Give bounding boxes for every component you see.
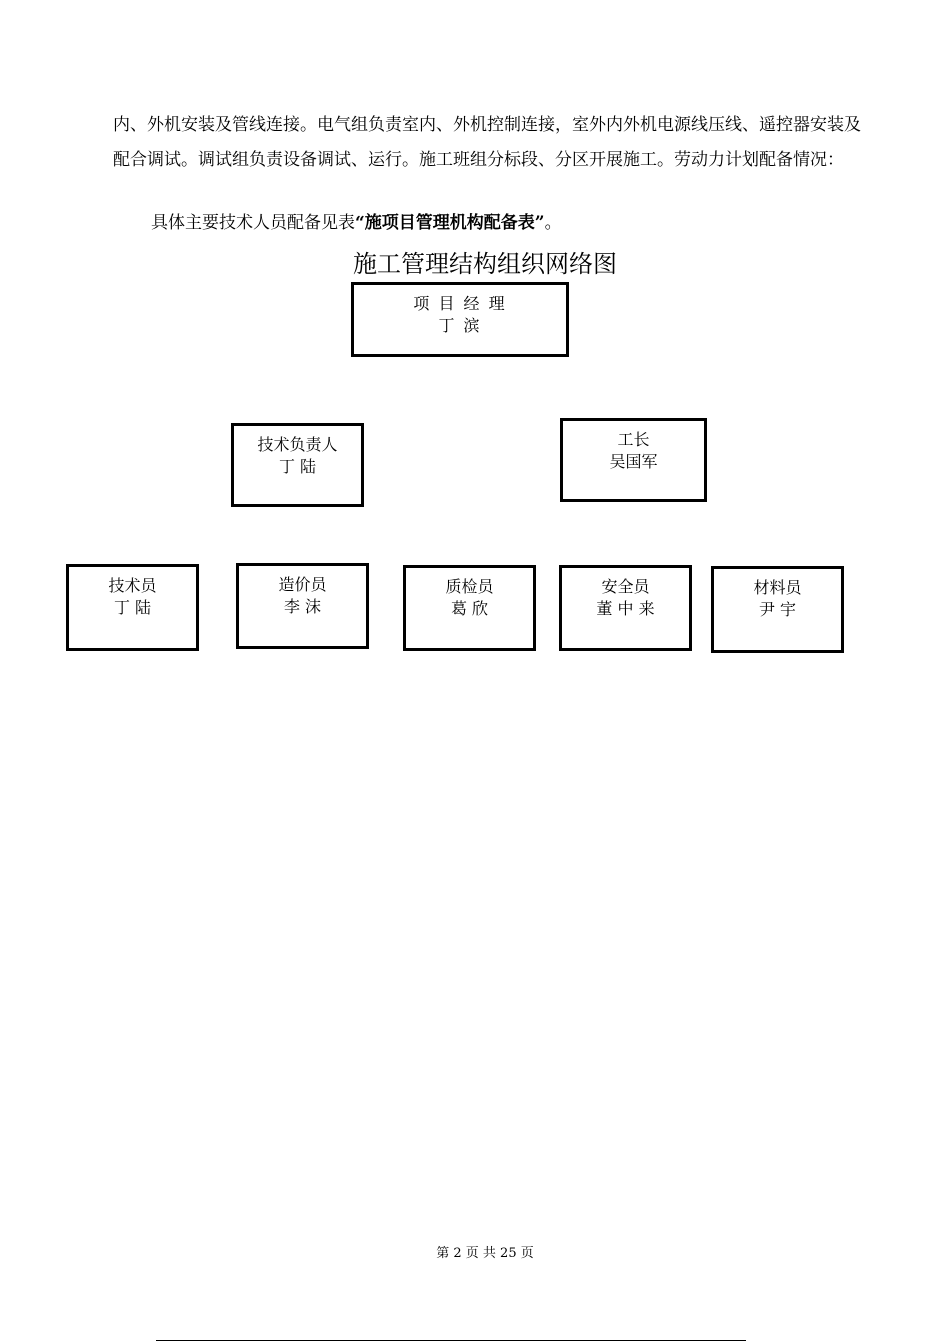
- quality-inspector-box: [403, 565, 536, 651]
- box-role: 质检员: [445, 577, 494, 596]
- table-reference: “施项目管理机构配备表”: [355, 213, 545, 233]
- safety-officer-box: [559, 565, 692, 651]
- box-role: 技术负责人: [257, 435, 338, 454]
- box-person: 丁 滨: [438, 316, 482, 335]
- reference-paragraph: [113, 206, 873, 241]
- box-role: 安全员: [601, 577, 650, 596]
- material-officer-box: [711, 566, 844, 653]
- box-role: 工长: [617, 430, 650, 449]
- technical-lead-box: [231, 423, 364, 507]
- org-chart-title: 施工管理结构组织网络图: [353, 250, 617, 278]
- box-role: 造价员: [278, 575, 327, 594]
- box-role: 项 目 经 理: [413, 294, 507, 313]
- box-role: 技术员: [108, 576, 157, 595]
- footer-divider: [156, 1340, 746, 1341]
- box-person: 尹 宇: [758, 600, 797, 619]
- box-person: 葛 欣: [450, 599, 489, 618]
- body-paragraph: 内、外机安装及管线连接。电气组负责室内、外机控制连接，室外内外机电源线压线、遥控器安装及配合调试。调试组负责设备调试、运行。施工班组分标段、分区开展施工。劳动力计划配备情况：: [113, 115, 861, 170]
- technician-box: [66, 564, 199, 651]
- foreman-box: [560, 418, 707, 502]
- box-person: 丁 陆: [278, 457, 317, 476]
- reference-text: 具体主要技术人员配备见表: [151, 213, 355, 233]
- box-person: 丁 陆: [113, 598, 152, 617]
- box-person: 吴国军: [609, 452, 658, 471]
- box-person: 李 沫: [283, 597, 322, 616]
- reference-end: 。: [544, 213, 562, 233]
- box-person: 董 中 来: [596, 599, 655, 618]
- page-footer: 第 2 页 共 25 页: [436, 1246, 534, 1261]
- cost-engineer-box: [236, 563, 369, 649]
- box-role: 材料员: [753, 578, 802, 597]
- project-manager-box: [351, 282, 569, 357]
